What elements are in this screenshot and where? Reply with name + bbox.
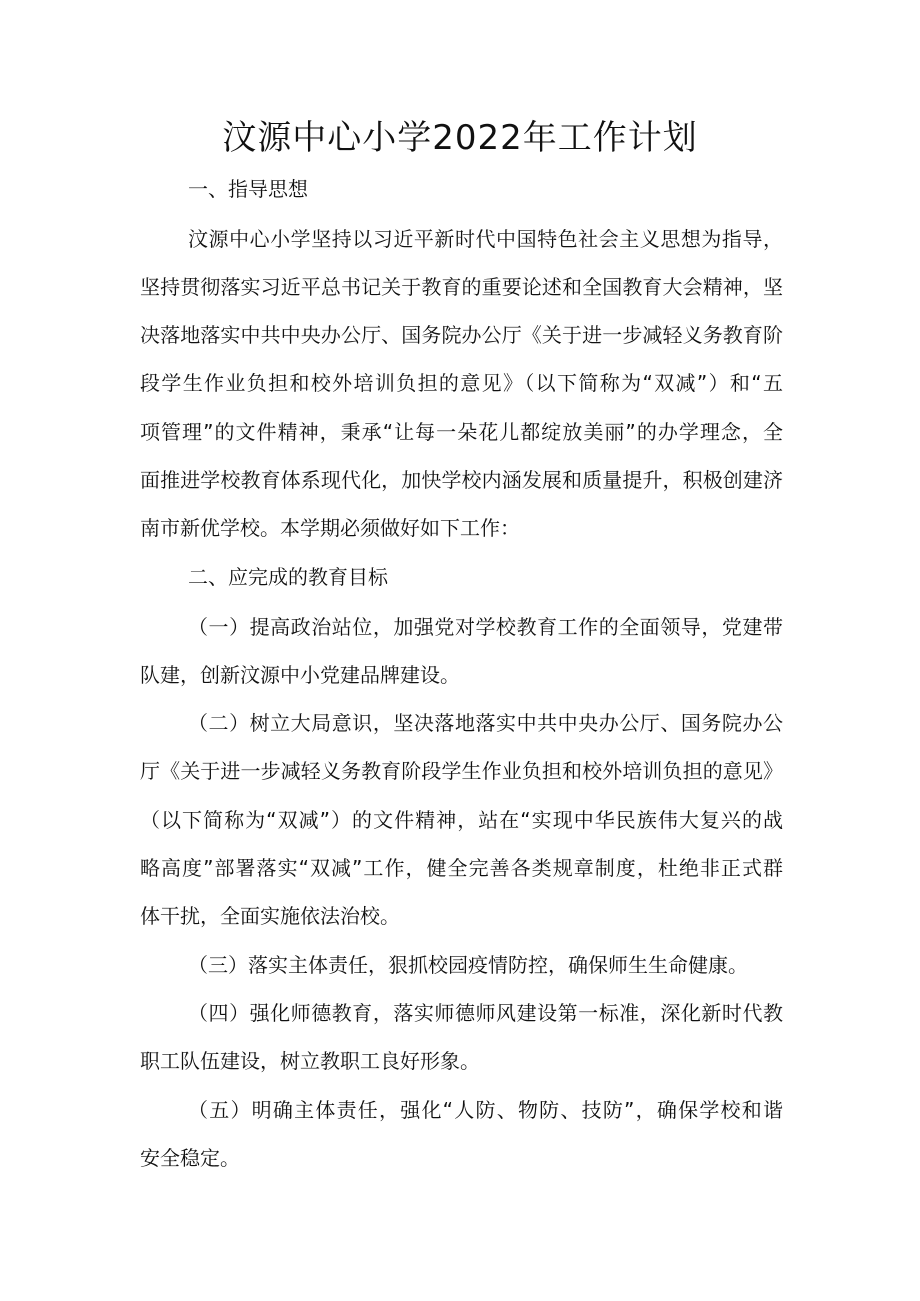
item2-line-5: 体干扰，全面实施依法治校。 bbox=[140, 904, 400, 928]
item2-line-1: （二）树立大局意识，坚决落地落实中共中央办公厅、国务院办公 bbox=[188, 711, 783, 735]
item3-line-1: （三）落实主体责任，狠抓校园疫情防控，确保师生生命健康。 bbox=[188, 953, 748, 977]
item2-line-4: 略高度”部署落实“双减”工作，健全完善各类规章制度，杜绝非正式群 bbox=[140, 856, 783, 880]
section1-para-line-7: 南市新优学校。本学期必须做好如下工作： bbox=[140, 516, 520, 540]
item1-line-2: 队建，创新汶源中小党建品牌建设。 bbox=[140, 663, 460, 687]
section1-para-line-6: 面推进学校教育体系现代化，加快学校内涵发展和质量提升，积极创建济 bbox=[140, 468, 783, 492]
item4-line-2: 职工队伍建设，树立教职工良好形象。 bbox=[140, 1049, 480, 1073]
section1-para-line-2: 坚持贯彻落实习近平总书记关于教育的重要论述和全国教育大会精神，坚 bbox=[140, 275, 783, 299]
section2-heading: 二、应完成的教育目标 bbox=[188, 565, 388, 589]
item2-line-2: 厅《关于进一步减轻义务教育阶段学生作业负担和校外培训负担的意见》 bbox=[140, 759, 783, 783]
section1-para-line-4: 段学生作业负担和校外培训负担的意见》（以下简称为“双减”）和“五 bbox=[140, 371, 783, 395]
item5-line-1: （五）明确主体责任，强化“人防、物防、技防”，确保学校和谐 bbox=[188, 1098, 783, 1122]
section1-para-line-5: 项管理”的文件精神，秉承“让每一朵花儿都绽放美丽”的办学理念，全 bbox=[140, 420, 783, 444]
section1-para-line-3: 决落地落实中共中央办公厅、国务院办公厅《关于进一步减轻义务教育阶 bbox=[140, 323, 783, 347]
section1-heading: 一、指导思想 bbox=[188, 177, 308, 201]
document-title: 汶源中心小学2022年工作计划 bbox=[222, 118, 698, 158]
item4-line-1: （四）强化师德教育，落实师德师风建设第一标准，深化新时代教 bbox=[188, 1001, 783, 1025]
item1-line-1: （一）提高政治站位，加强党对学校教育工作的全面领导，党建带 bbox=[188, 615, 783, 639]
section1-para-line-1: 汶源中心小学坚持以习近平新时代中国特色社会主义思想为指导， bbox=[188, 227, 783, 251]
item2-line-3: （以下简称为“双减”）的文件精神，站在“实现中华民族伟大复兴的战 bbox=[140, 808, 783, 832]
item5-line-2: 安全稳定。 bbox=[140, 1146, 240, 1170]
